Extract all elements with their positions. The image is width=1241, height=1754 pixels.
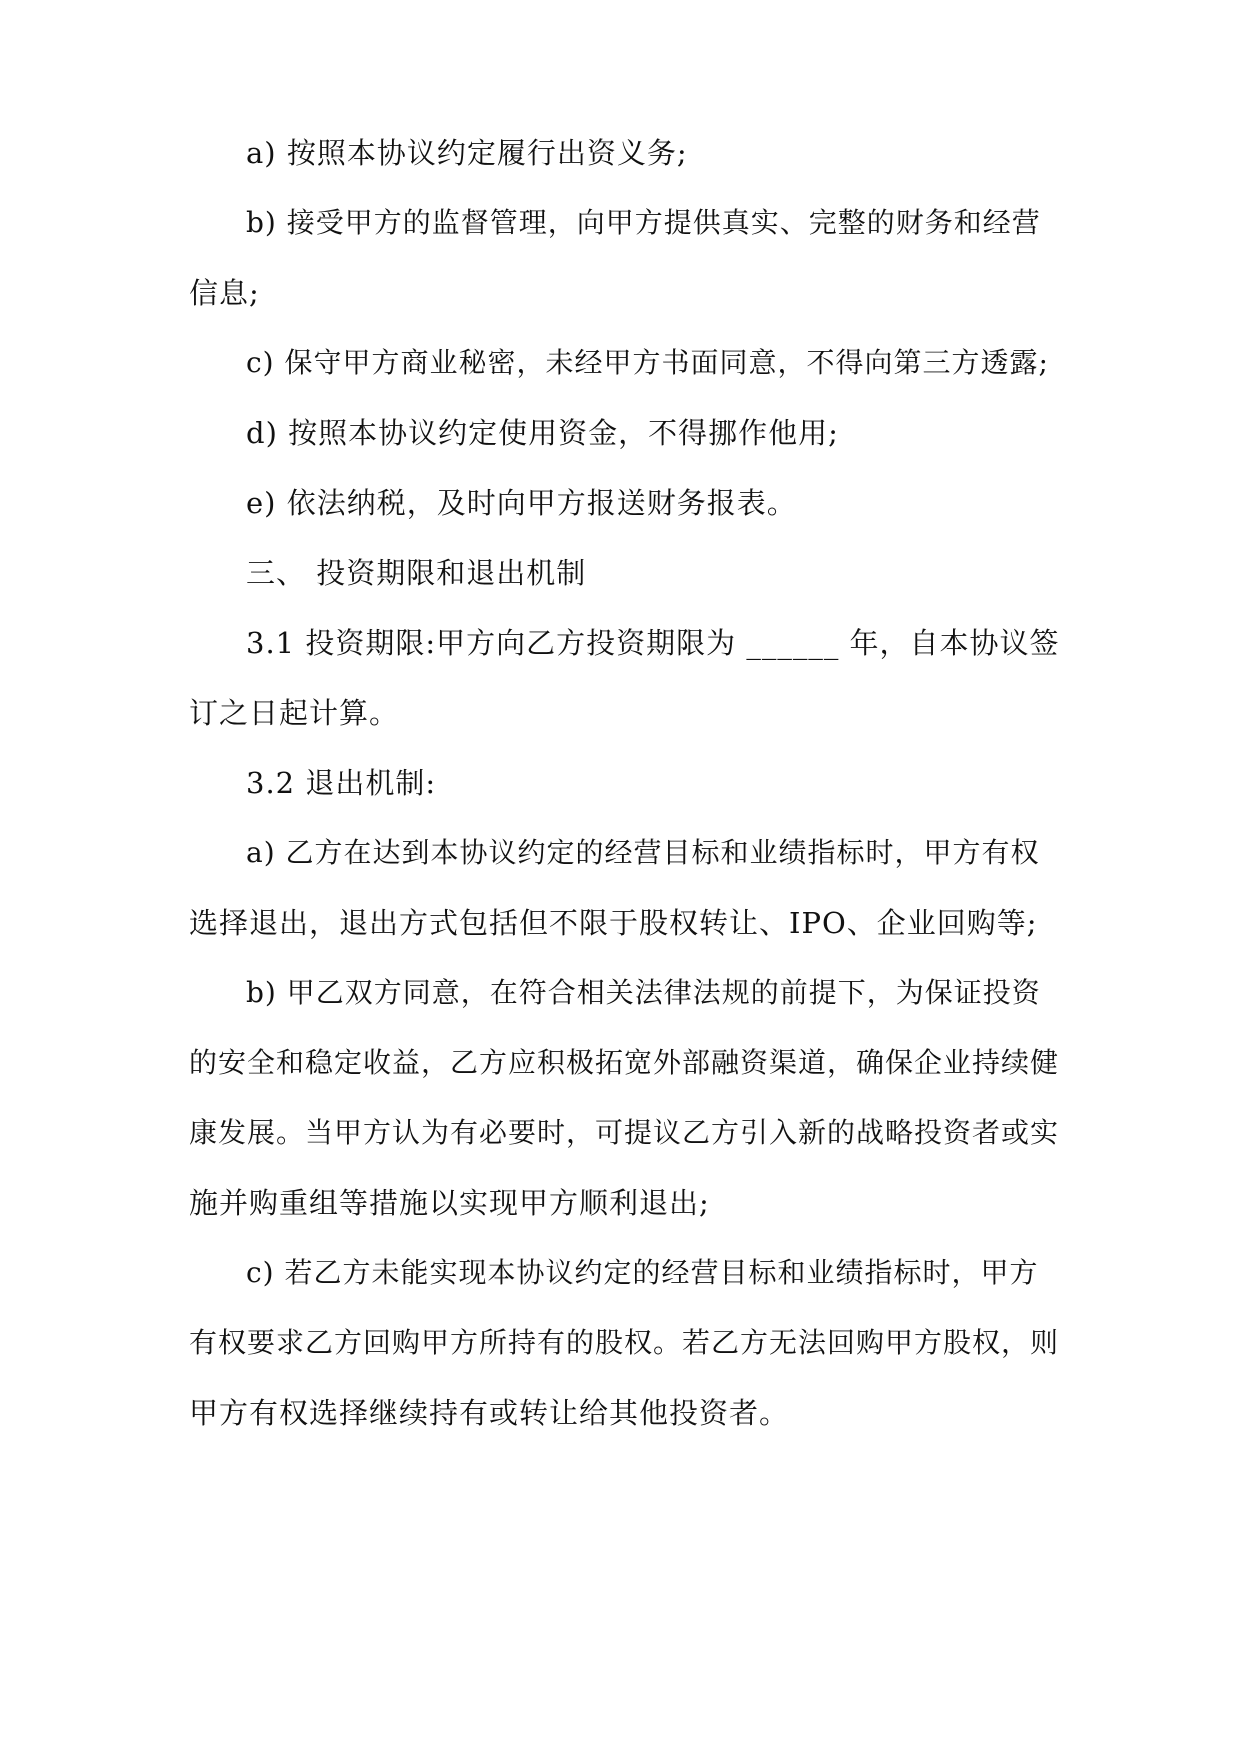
clause-d-obligation: d) 按照本协议约定使用资金，不得挪作他用; [246,416,839,450]
clause-c-obligation: c) 保守甲方商业秘密，未经甲方书面同意，不得向第三方透露; [246,346,1049,379]
term-clause-line2: 订之日起计算。 [189,696,400,730]
exit-clause-b-line1: b) 甲乙双方同意，在符合相关法律法规的前提下，为保证投资 [246,976,1041,1009]
exit-clause-b-line2: 的安全和稳定收益，乙方应积极拓宽外部融资渠道，确保企业持续健 [189,1046,1060,1079]
exit-clause-b-line4: 施并购重组等措施以实现甲方顺利退出; [189,1186,710,1220]
exit-clause-c-line1: c) 若乙方未能实现本协议约定的经营目标和业绩指标时，甲方 [246,1256,1039,1289]
exit-clause-c-line2: 有权要求乙方回购甲方所持有的股权。若乙方无法回购甲方股权，则 [189,1326,1060,1359]
clause-b-obligation-line2: 信息; [189,276,260,310]
clause-b-obligation-line1: b) 接受甲方的监督管理，向甲方提供真实、完整的财务和经营 [246,206,1041,239]
clause-e-obligation: e) 依法纳税，及时向甲方报送财务报表。 [246,486,797,520]
section-three-heading: 三、 投资期限和退出机制 [246,556,587,590]
term-clause-line1: 3.1 投资期限:甲方向乙方投资期限为 ______ 年，自本协议签 [246,626,1060,660]
exit-clause-b-line3: 康发展。当甲方认为有必要时，可提议乙方引入新的战略投资者或实 [189,1116,1060,1149]
clause-a-obligation: a) 按照本协议约定履行出资义务; [246,136,688,170]
exit-clause-a-line2: 选择退出，退出方式包括但不限于股权转让、IPO、企业回购等; [189,906,1038,940]
exit-mechanism-heading: 3.2 退出机制: [246,766,437,800]
exit-clause-c-line3: 甲方有权选择继续持有或转让给其他投资者。 [189,1396,790,1430]
exit-clause-a-line1: a) 乙方在达到本协议约定的经营目标和业绩指标时，甲方有权 [246,836,1040,869]
